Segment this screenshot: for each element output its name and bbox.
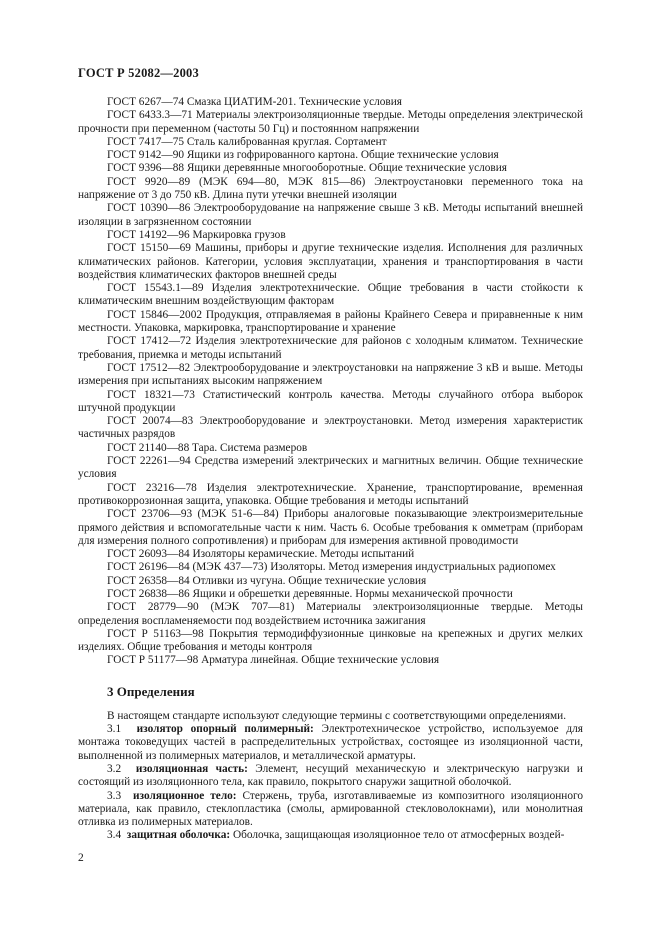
definition-number: 3.4 bbox=[107, 829, 122, 842]
reference-item: ГОСТ 6267—74 Смазка ЦИАТИМ-201. Технические условия bbox=[107, 96, 402, 108]
reference-item: ГОСТ 9142—90 Ящики из гофрированного картона. Общие технические условия bbox=[107, 149, 499, 162]
reference-item: ГОСТ 9396—88 Ящики деревянные многооборотные. Общие технические условия bbox=[107, 162, 507, 175]
reference-item: ГОСТ 17412—72 Изделия электротехнические для районов с холодным климатом. Технические требования, приемка и методы испытаний bbox=[78, 335, 583, 361]
reference-item: ГОСТ Р 51177—98 Арматура линейная. Общие технические условия bbox=[107, 654, 440, 667]
reference-item: ГОСТ 21140—88 Тара. Система размеров bbox=[107, 441, 308, 454]
reference-item: ГОСТ 23706—93 (МЭК 51-6—84) Приборы аналоговые показывающие электроизмерительные прямого действия и вспомогательные части к ним. Часть 6. Особые требования к омметрам (приборам для измерения полного сопротивления) и приборам для измерения активной проводимости bbox=[78, 508, 583, 547]
reference-item: ГОСТ 26196—84 (МЭК 437—73) Изоляторы. Метод измерения индустриальных радиопомех bbox=[107, 561, 556, 574]
page-number: 2 bbox=[78, 852, 84, 864]
reference-item: ГОСТ 10390—86 Электрооборудование на напряжение свыше 3 кВ. Методы испытаний внешней изоляции в загрязненном состоянии bbox=[78, 202, 583, 228]
reference-item: ГОСТ 15846—2002 Продукция, отправляемая в районы Крайнего Севера и приравненные к ним местности. Упаковка, маркировка, транспортирование и хранение bbox=[78, 308, 583, 335]
document-body bbox=[78, 96, 583, 843]
reference-item: ГОСТ 15150—69 Машины, приборы и другие технические изделия. Исполнения для различных климатических районов. Категории, условия эксплуатации, хранения и транспортирования в части воздействия климатических факторов внешней среды bbox=[78, 242, 583, 281]
reference-item: ГОСТ 17512—82 Электрооборудование и электроустановки на напряжение 3 кВ и выше. Методы измерения при испытаниях высоким напряжением bbox=[78, 361, 583, 388]
reference-item: ГОСТ 18321—73 Статистический контроль качества. Методы случайного отбора выборок штучной продукции bbox=[78, 388, 583, 414]
reference-item: ГОСТ 28779—90 (МЭК 707—81) Материалы электроизоляционные твердые. Методы определения воспламеняемости под воздействием источника зажигания bbox=[78, 601, 583, 627]
definition-number: 3.3 bbox=[107, 789, 122, 802]
definition-text: Стержень, труба, изготавливаемые из композитного изоляционного материала, как правило, стеклопластика (смолы, армированной стекловолокнами), или монолитная отливка из полимерных материалов. bbox=[78, 789, 583, 829]
definition-text: Электротехническое устройство, используемое для монтажа токоведущих частей в распределительных устройствах, состоящее из изоляционной части, выполненной из полимерных материалов, и металлической арматуры. bbox=[78, 723, 583, 762]
definition-term: изоляционное тело: bbox=[133, 789, 237, 802]
definition-item bbox=[78, 790, 583, 830]
reference-item: ГОСТ 26358—84 Отливки из чугуна. Общие технические условия bbox=[107, 574, 427, 587]
reference-item: ГОСТ 7417—75 Сталь калиброванная круглая. Сортамент bbox=[107, 135, 387, 148]
definition-number: 3.1 bbox=[107, 723, 122, 736]
reference-item: ГОСТ 22261—94 Средства измерений электрических и магнитных величин. Общие технические условия bbox=[78, 455, 583, 481]
section-title: 3 Определения bbox=[107, 683, 195, 699]
definition-term: защитная оболочка: bbox=[126, 829, 231, 842]
reference-item: ГОСТ 26838—86 Ящики и обрешетки деревянные. Нормы механической прочности bbox=[107, 587, 513, 600]
definition-item bbox=[78, 763, 583, 790]
reference-item: ГОСТ 14192—96 Маркировка грузов bbox=[107, 228, 286, 241]
reference-item: ГОСТ 20074—83 Электрооборудование и электроустановки. Метод измерения характеристик частичных разрядов bbox=[78, 415, 583, 441]
reference-item: ГОСТ 6433.3—71 Материалы электроизоляционные твердые. Методы определения электрической прочности при переменном (частоты 50 Гц) и постоянном напряжении bbox=[78, 109, 583, 135]
reference-item: ГОСТ 15543.1—89 Изделия электротехнические. Общие требования в части стойкости к климатическим внешним воздействующим факторам bbox=[78, 282, 583, 308]
reference-item: ГОСТ Р 51163—98 Покрытия термодиффузионные цинковые на крепежных и других мелких изделиях. Общие требования и методы контроля bbox=[78, 627, 583, 654]
definition-item bbox=[78, 723, 583, 763]
definition-number: 3.2 bbox=[107, 762, 122, 775]
definition-item bbox=[78, 829, 583, 842]
definition-term: изолятор опорный полимерный: bbox=[136, 723, 314, 736]
definition-term: изоляционная часть: bbox=[135, 762, 248, 775]
reference-item: ГОСТ 9920—89 (МЭК 694—80, МЭК 815—86) Электроустановки переменного тока на напряжение от 3 до 750 кВ. Длина пути утечки внешней изоляции bbox=[78, 175, 583, 202]
reference-item: ГОСТ 23216—78 Изделия электротехнические. Хранение, транспортирование, временная противокоррозионная защита, упаковка. Общие требования и методы испытаний bbox=[78, 481, 583, 507]
definition-text: Оболочка, защищающая изоляционное тело от атмосферных воздей- bbox=[230, 829, 565, 842]
section-intro: В настоящем стандарте используют следующие термины с соответствующими определениями. bbox=[107, 709, 567, 722]
page-header: ГОСТ Р 52082—2003 bbox=[78, 66, 199, 80]
reference-item: ГОСТ 26093—84 Изоляторы керамические. Методы испытаний bbox=[107, 548, 415, 561]
references-list bbox=[78, 96, 583, 668]
definition-text: Элемент, несущий механическую и электрическую нагрузки и состоящий из изоляционного тела, как правило, покрытого снаружи защитной оболочкой. bbox=[78, 762, 583, 789]
